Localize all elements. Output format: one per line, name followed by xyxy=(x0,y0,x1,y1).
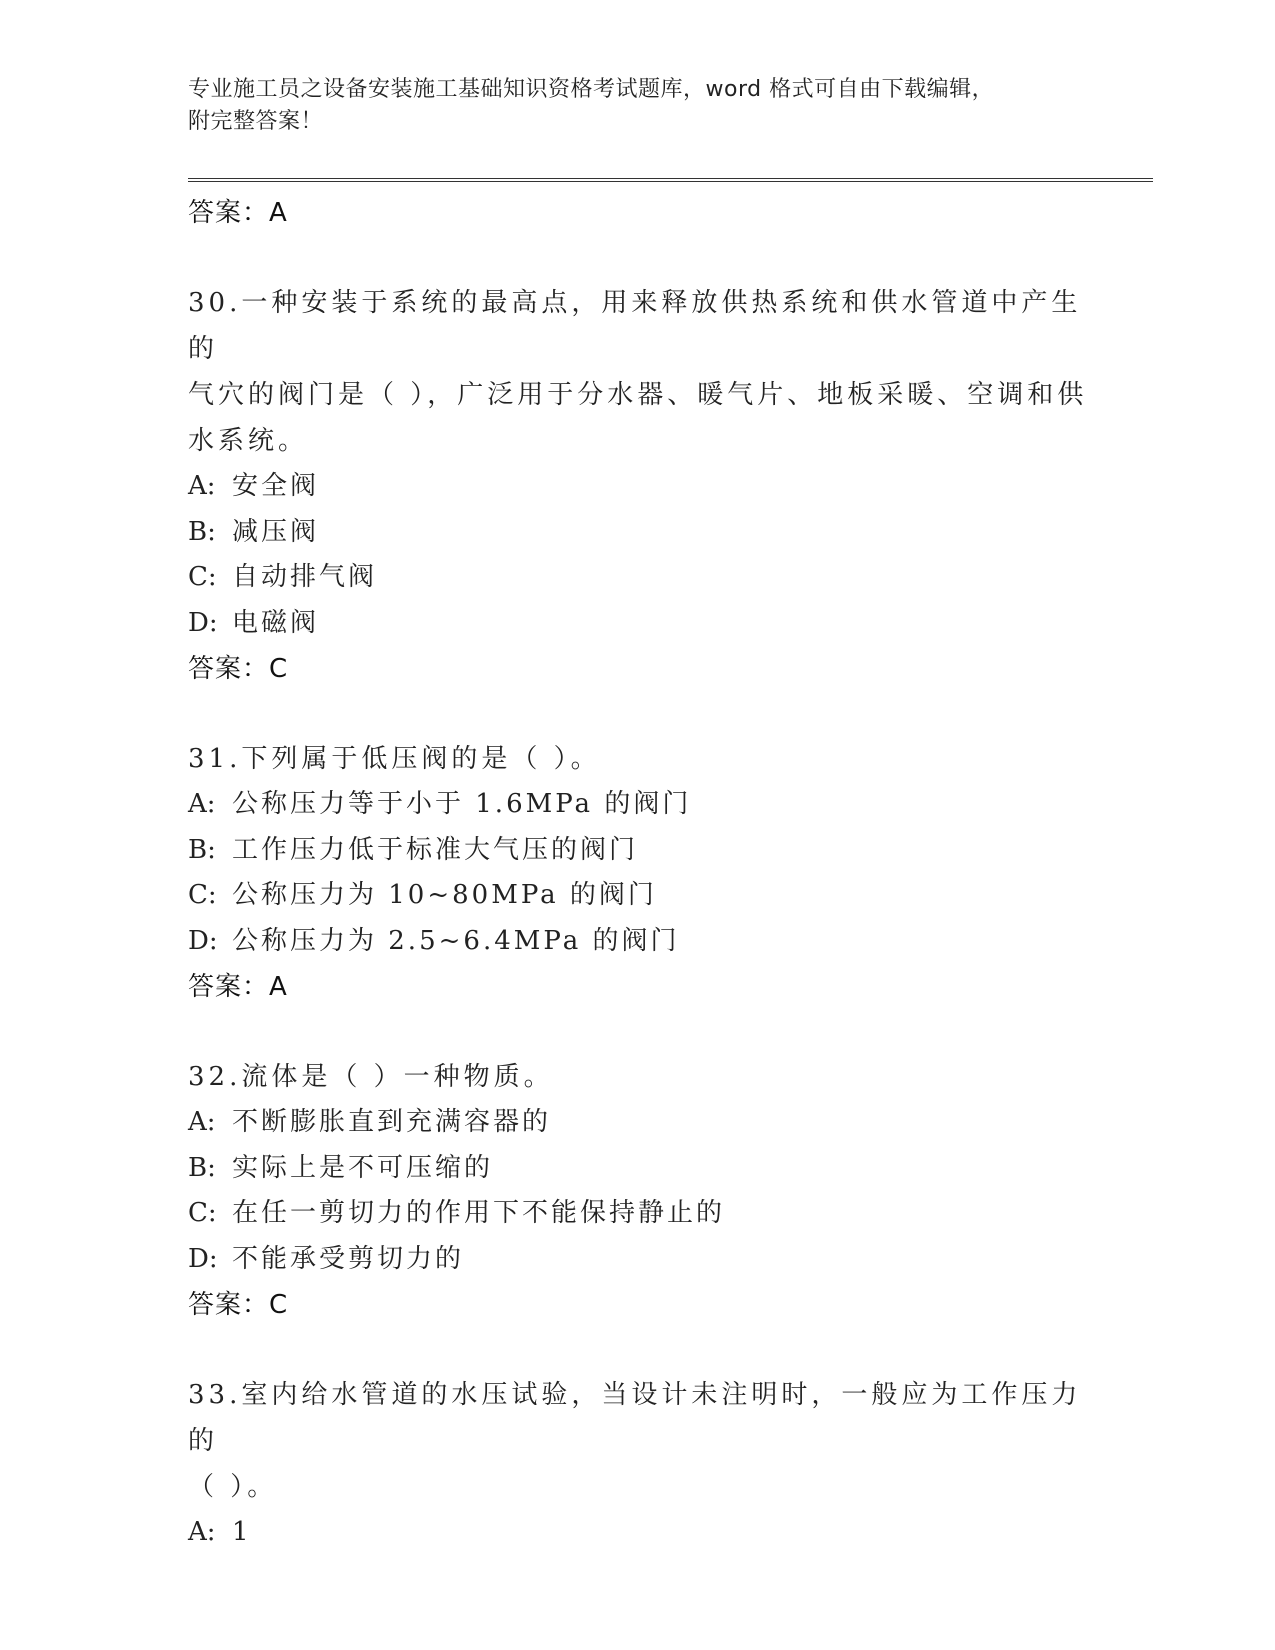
option-d xyxy=(188,919,1088,965)
option-text: 安全阀 xyxy=(232,471,320,501)
option-c xyxy=(188,873,1088,919)
option-key: C: xyxy=(188,562,217,592)
question-30 xyxy=(188,280,1088,692)
option-key: B: xyxy=(188,516,216,547)
question-list xyxy=(188,190,1088,1556)
question-33 xyxy=(188,1372,1088,1556)
option-b xyxy=(188,828,1088,874)
option-text: 1 xyxy=(232,1517,252,1547)
option-b xyxy=(188,1146,1088,1192)
option-text: 自动排气阀 xyxy=(232,562,378,592)
option-key: A: xyxy=(188,471,216,501)
answer-line: 答案：C xyxy=(188,1290,289,1320)
option-c xyxy=(188,555,1088,601)
answer-line: 答案：A xyxy=(188,972,288,1002)
question-text-line: 31.下列属于低压阀的是（ ）。 xyxy=(188,744,601,774)
question-text-line: 水系统。 xyxy=(188,426,309,456)
header-divider xyxy=(188,178,1153,182)
header-line-2: 附完整答案！ xyxy=(188,109,324,134)
option-text: 公称压力为 2.5~6.4MPa 的阀门 xyxy=(232,925,680,956)
previous-answer: 答案：A xyxy=(188,198,288,228)
option-key: D: xyxy=(188,1243,218,1274)
option-key: A: xyxy=(188,1107,216,1137)
header-line-1: 专业施工员之设备安装施工基础知识资格考试题库，word 格式可自由下载编辑， xyxy=(188,77,995,102)
option-c xyxy=(188,1191,1088,1237)
question-text-line: 32.流体是（ ）一种物质。 xyxy=(188,1062,554,1092)
option-text: 工作压力低于标准大气压的阀门 xyxy=(232,834,639,865)
answer-line: 答案：C xyxy=(188,654,289,684)
option-key: A: xyxy=(188,789,216,819)
option-text: 公称压力等于小于 1.6MPa 的阀门 xyxy=(232,789,692,819)
option-a xyxy=(188,1100,1088,1146)
question-32 xyxy=(188,1054,1088,1328)
option-key: C: xyxy=(188,880,217,910)
option-key: B: xyxy=(188,834,216,865)
option-d xyxy=(188,1237,1088,1283)
question-text-line: 气穴的阀门是（ ），广泛用于分水器、暖气片、地板采暖、空调和供 xyxy=(188,380,1088,410)
option-a xyxy=(188,1510,1088,1556)
option-text: 减压阀 xyxy=(232,516,320,547)
option-text: 不断膨胀直到充满容器的 xyxy=(232,1107,552,1137)
option-text: 公称压力为 10~80MPa 的阀门 xyxy=(232,880,657,910)
option-key: D: xyxy=(188,925,218,956)
option-text: 在任一剪切力的作用下不能保持静止的 xyxy=(232,1198,726,1228)
option-a xyxy=(188,782,1088,828)
question-text-line: 33.室内给水管道的水压试验，当设计未注明时，一般应为工作压力的 xyxy=(188,1380,1082,1456)
page-header xyxy=(188,74,1088,138)
option-text: 不能承受剪切力的 xyxy=(232,1243,465,1274)
document-page xyxy=(188,0,1153,1650)
option-key: D: xyxy=(188,607,218,638)
option-key: B: xyxy=(188,1152,216,1183)
option-key: C: xyxy=(188,1198,217,1228)
option-a xyxy=(188,464,1088,510)
option-key: A: xyxy=(188,1517,216,1547)
option-text: 电磁阀 xyxy=(232,607,320,638)
question-text-line: （ ）。 xyxy=(188,1472,278,1502)
option-text: 实际上是不可压缩的 xyxy=(232,1152,494,1183)
option-d xyxy=(188,601,1088,647)
question-31 xyxy=(188,736,1088,1010)
option-b xyxy=(188,510,1088,556)
question-text-line: 30.一种安装于系统的最高点，用来释放供热系统和供水管道中产生的 xyxy=(188,288,1082,364)
